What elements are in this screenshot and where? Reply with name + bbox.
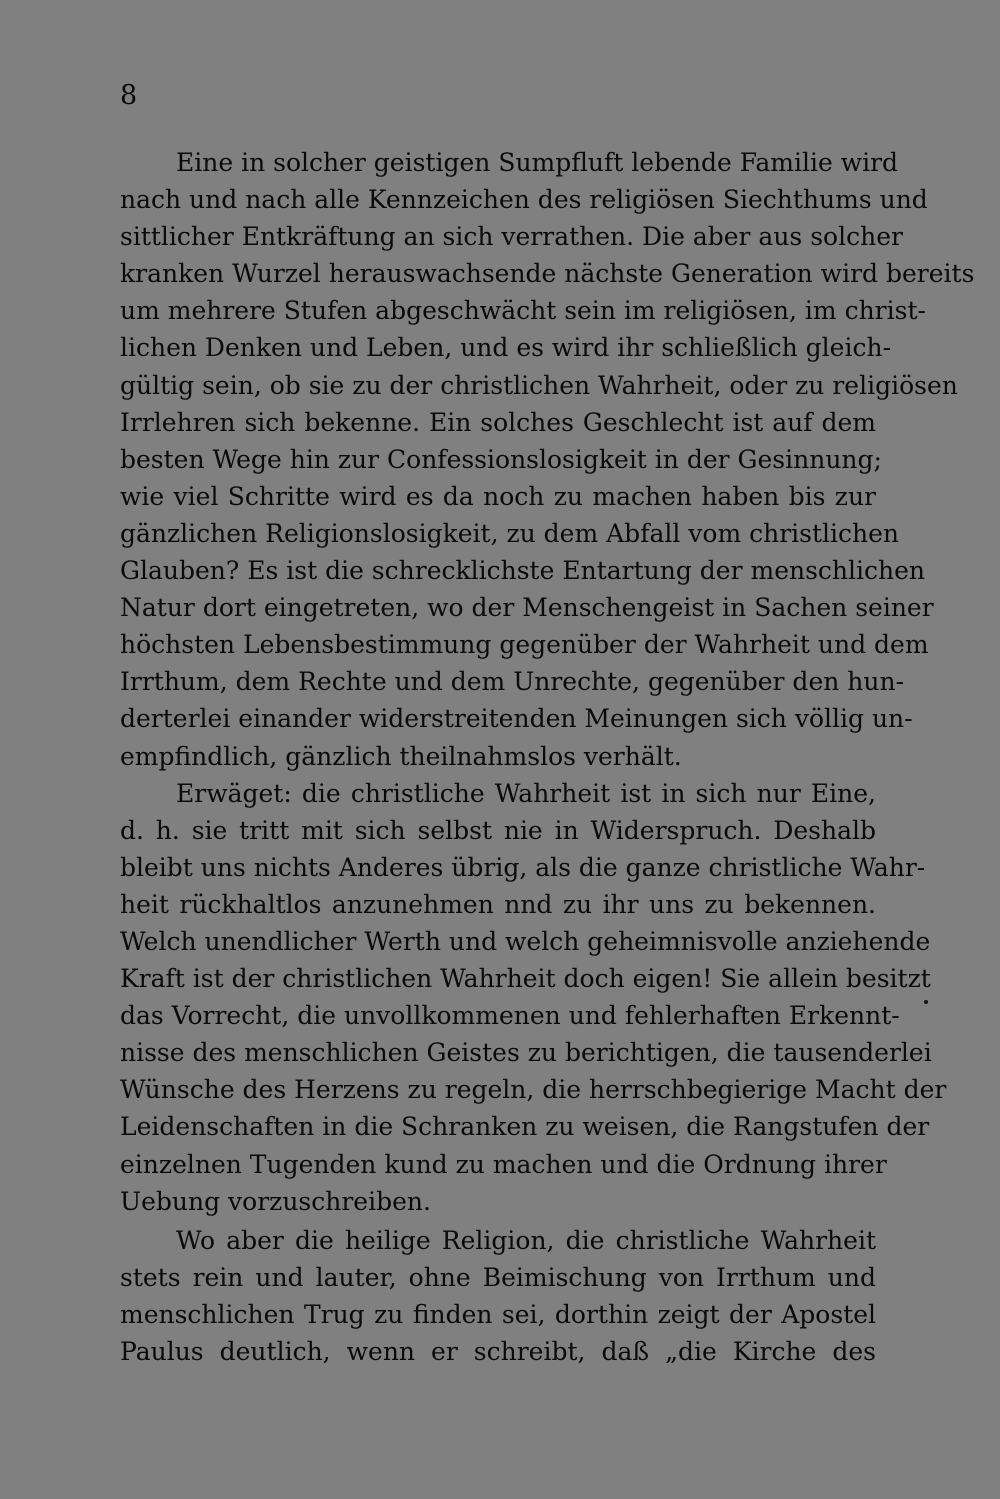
text-line: menschlichen Trug zu finden sei, dorthin zeigt der Apostel <box>120 1299 876 1329</box>
text-line: das Vorrecht, die unvollkommenen und fehlerhaften Erkennt- <box>120 1001 900 1031</box>
text-line: Natur dort eingetreten, wo der Menschengeist in Sachen seiner <box>120 593 934 623</box>
text-line: kranken Wurzel herauswachsende nächste Generation wird bereits <box>120 259 975 289</box>
text-line: wie viel Schritte wird es da noch zu machen haben bis zur <box>120 481 876 511</box>
ink-speck <box>924 1000 928 1004</box>
text-line: Eine in solcher geistigen Sumpfluft lebende Familie wird <box>176 148 899 177</box>
text-line: Irrthum, dem Rechte und dem Unrechte, gegenüber den hun- <box>120 667 905 697</box>
text-line: nach und nach alle Kennzeichen des religiösen Siechthums und <box>120 185 928 215</box>
text-line: höchsten Lebensbestimmung gegenüber der Wahrheit und dem <box>120 630 929 660</box>
text-line: Erwäget: die christliche Wahrheit ist in sich nur Eine, <box>176 778 876 808</box>
text-line: Leidenschaften in die Schranken zu weisen, die Rangstufen der <box>120 1112 930 1142</box>
text-line: Kraft ist der christlichen Wahrheit doch eigen! Sie allein besitzt <box>120 964 931 994</box>
text-line: heit rückhaltlos anzunehmen nnd zu ihr uns zu bekennen. <box>120 889 876 919</box>
text-line: stets rein und lauter, ohne Beimischung von Irrthum und <box>120 1262 876 1292</box>
text-line: sittlicher Entkräftung an sich verrathen. Die aber aus solcher <box>120 222 903 252</box>
text-line: Paulus deutlich, wenn er schreibt, daß „die Kirche des <box>120 1337 876 1366</box>
text-line: lichen Denken und Leben, und es wird ihr schließlich gleich- <box>120 333 892 363</box>
text-line: Irrlehren sich bekenne. Ein solches Geschlecht ist auf dem <box>120 407 876 437</box>
text-line: Glauben? Es ist die schrecklichste Entartung der menschlichen <box>120 556 926 586</box>
text-line: bleibt uns nichts Anderes übrig, als die ganze christliche Wahr- <box>120 852 926 882</box>
text-line: einzelnen Tugenden kund zu machen und die Ordnung ihrer <box>120 1149 887 1179</box>
page-number: 8 <box>120 80 138 111</box>
paragraph-3 <box>120 1222 876 1370</box>
text-line: nisse des menschlichen Geistes zu berichtigen, die tausenderlei <box>120 1038 932 1068</box>
text-line: Welch unendlicher Werth und welch geheimnisvolle anziehende <box>120 926 931 956</box>
paragraph-1 <box>120 144 975 775</box>
text-line: Uebung vorzuschreiben. <box>120 1186 431 1216</box>
text-line: gänzlichen Religionslosigkeit, zu dem Abfall vom christlichen <box>120 518 900 548</box>
text-line: um mehrere Stufen abgeschwächt sein im religiösen, im christ- <box>120 296 926 326</box>
text-line: derterlei einander widerstreitenden Meinungen sich völlig un- <box>120 704 913 734</box>
text-line: Wünsche des Herzens zu regeln, die herrschbegierige Macht der <box>120 1075 947 1105</box>
text-line: empfindlich, gänzlich theilnahmslos verhält. <box>120 741 682 771</box>
text-line: Wo aber die heilige Religion, die christliche Wahrheit <box>176 1225 876 1255</box>
text-line: besten Wege hin zur Confessionslosigkeit in der Gesinnung; <box>120 444 882 474</box>
text-line: d. h. sie tritt mit sich selbst nie in Widerspruch. Deshalb <box>120 815 876 845</box>
paragraph-2 <box>120 775 947 1220</box>
body-text <box>120 144 975 1370</box>
text-line: gültig sein, ob sie zu der christlichen Wahrheit, oder zu religiösen <box>120 370 958 400</box>
